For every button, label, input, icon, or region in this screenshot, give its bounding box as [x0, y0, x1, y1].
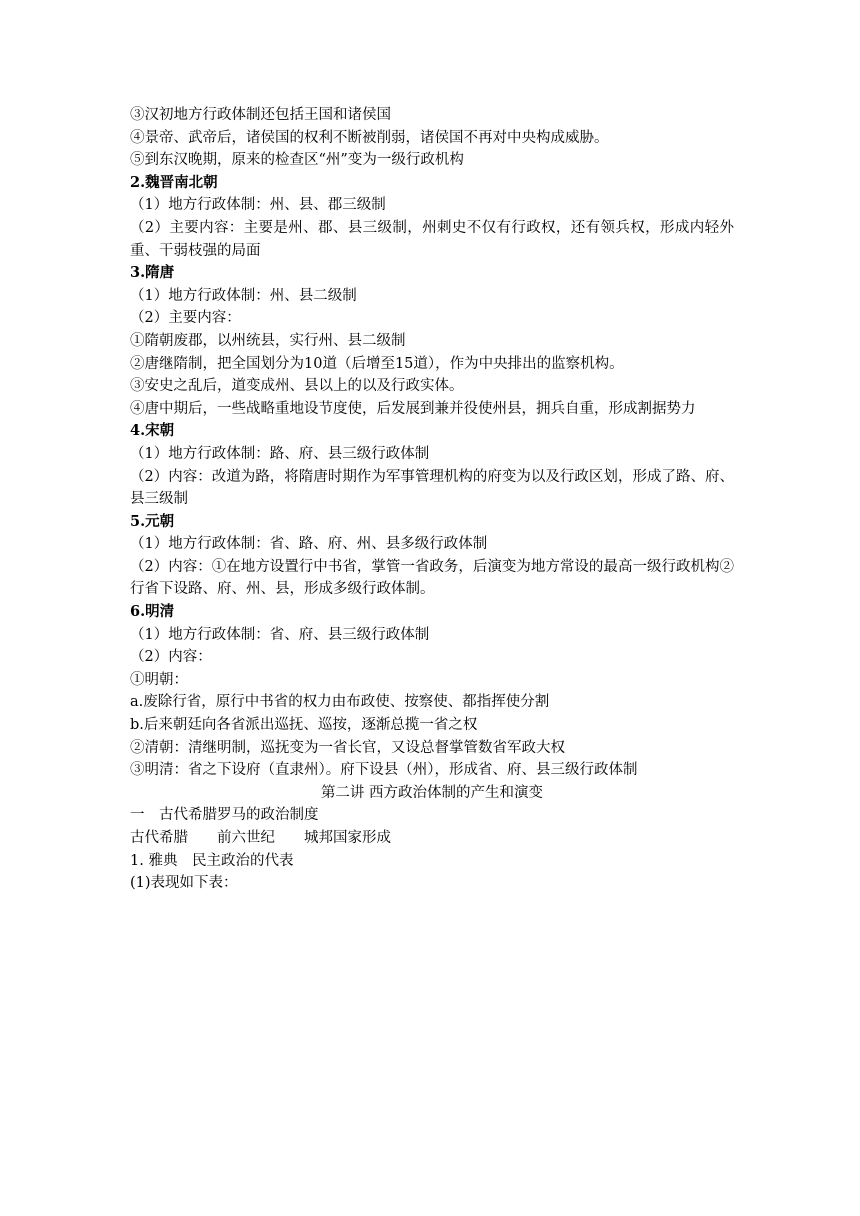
text-line: ②清朝：清继明制，巡抚变为一省长官，又设总督掌管数省军政大权 [130, 739, 565, 756]
text-line: ③安史之乱后，道变成州、县以上的以及行政实体。 [130, 378, 464, 395]
text-line: （1）地方行政体制：省、路、府、州、县多级行政体制 [130, 536, 488, 553]
section-heading: 5.元朝 [130, 512, 175, 530]
text-line: （2）内容： [130, 649, 212, 666]
text-line: b.后来朝廷向各省派出巡抚、巡按，逐渐总揽一省之权 [130, 717, 478, 734]
text-line: ⑤到东汉晚期，原来的检查区“州”变为一级行政机构 [130, 152, 464, 169]
text-line: （1）地方行政体制：州、县二级制 [130, 287, 357, 304]
text-line: （1）地方行政体制：路、府、县三级行政体制 [130, 445, 430, 462]
text-line: ①明朝： [130, 671, 188, 688]
document-page [130, 104, 734, 895]
text-paragraph: （2）内容：①在地方设置行中书省，掌管一省政务，后演变为地方常设的最高一级行政机构②行省下设路、府、州、县，形成多级行政体制。 [130, 558, 734, 598]
text-line: ①隋朝废郡，以州统县，实行州、县二级制 [130, 332, 406, 349]
text-line: 古代希腊 前六世纪 城邦国家形成 [130, 830, 391, 846]
text-line: ③汉初地方行政体制还包括王国和诸侯国 [130, 107, 391, 123]
text-paragraph: ④唐中期后，一些战略重地设节度使，后发展到兼并役使州县，拥兵自重，形成割据势力 [130, 400, 696, 417]
text-line: ③明清：省之下设府（直隶州）。府下设县（州），形成省、府、县三级行政体制 [130, 762, 638, 779]
text-line: 一 古代希腊罗马的政治制度 [130, 807, 319, 824]
section-heading: 6.明清 [130, 603, 175, 621]
text-line: （1）地方行政体制：省、府、县三级行政体制 [130, 626, 430, 643]
text-line: a.废除行省，原行中书省的权力由布政使、按察使、都指挥使分割 [130, 694, 550, 711]
section-heading: 4.宋朝 [130, 422, 175, 440]
text-line: ②唐继隋制，把全国划分为10道（后增至15道），作为中央排出的监察机构。 [130, 355, 624, 372]
text-line: （1）地方行政体制：州、县、郡三级制 [130, 197, 386, 214]
text-line: (1)表现如下表： [130, 875, 238, 892]
text-paragraph: （2）主要内容：主要是州、郡、县三级制，州刺史不仅有行政权，还有领兵权，形成内轻外重、干弱枝强的局面 [130, 219, 734, 259]
text-paragraph: （2）内容：改道为路，将隋唐时期作为军事管理机构的府变为以及行政区划，形成了路、府、县三级制 [130, 468, 734, 508]
section-heading: 3.隋唐 [130, 264, 175, 282]
text-line: ④景帝、武帝后，诸侯国的权利不断被削弱，诸侯国不再对中央构成威胁。 [130, 129, 609, 146]
lecture-title: 第二讲 西方政治体制的产生和演变 [320, 784, 544, 801]
text-line: （2）主要内容： [130, 310, 241, 327]
section-heading: 2.魏晋南北朝 [130, 173, 218, 191]
text-line: 1. 雅典 民主政治的代表 [130, 852, 294, 869]
